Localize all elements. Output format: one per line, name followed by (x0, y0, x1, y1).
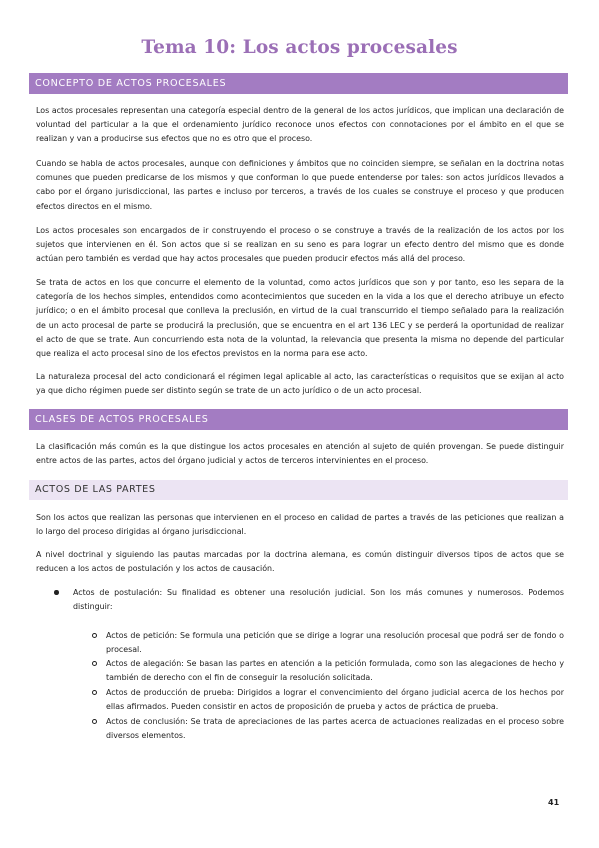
sub-list-item-text: Actos de petición: Se formula una petición que se dirige a lograr una resolución procesal que podrá ser de fondo o procesal. (106, 631, 564, 655)
page-title: Tema 10: Los actos procesales (141, 37, 458, 58)
paragraph: A nivel doctrinal y siguiendo las pautas marcadas por la doctrina alemana, es común distinguir diversos tipos de actos que se reducen a los actos de postulación y los actos de causación. (36, 550, 564, 574)
paragraph: Cuando se habla de actos procesales, aunque con definiciones y ámbitos que no coinciden siempre, se señalan en la doctrina notas comunes que pueden predicarse de los mismos y que conforman lo que puede entenderse por tales: son actos jurídicos llevados a cabo por el órgano jurisdiccional, las partes e incluso por terceros, a través de los cuales se construye el proceso y que producen efectos directos en el mismo. (36, 159, 564, 211)
paragraph: Los actos procesales representan una categoría especial dentro de la general de los actos jurídicos, que implican una declaración de voluntad del particular a la que el ordenamiento jurídico reconoce unos efectos con connotaciones por el ámbito en el que se realizan y van a producirse sus efectos que no es otro que el proceso. (36, 106, 564, 144)
circle-bullet-icon (92, 661, 97, 666)
section-heading-concepto: CONCEPTO DE ACTOS PROCESALES (29, 73, 568, 94)
circle-bullet-icon (92, 690, 97, 695)
sub-list-item (92, 629, 564, 659)
section-heading-clases: CLASES DE ACTOS PROCESALES (29, 409, 568, 430)
sub-list-item-text: Actos de conclusión: Se trata de apreciaciones de las partes acerca de actuaciones realizadas en el proceso sobre diversos elementos. (106, 717, 564, 741)
page-number: 41 (548, 798, 560, 807)
list-item-text: Actos de postulación: Su finalidad es obtener una resolución judicial. Son los más comunes y numerosos. Podemos distinguir: (73, 588, 564, 612)
paragraph: Son los actos que realizan las personas que intervienen en el proceso en calidad de partes a través de las peticiones que realizan a lo largo del proceso dirigidas al órgano jurisdiccional. (36, 513, 564, 537)
list-item (54, 586, 564, 616)
paragraph: La clasificación más común es la que distingue los actos procesales en atención al sujeto de quién provengan. Se puede distinguir entre actos de las partes, actos del órgano judicial y actos de terceros intervinientes en el proceso. (36, 442, 564, 466)
sub-list-item-text: Actos de alegación: Se basan las partes en atención a la petición formulada, como son las alegaciones de hecho y también de derecho con el fin de conseguir la resolución solicitada. (106, 659, 564, 683)
sub-list-item-text: Actos de producción de prueba: Dirigidos a lograr el convencimiento del órgano judicial acerca de los hechos por ellas afirmados. Pueden consistir en actos de proposición de prueba y actos de práctica de prueba. (106, 688, 564, 712)
sub-list-item (92, 657, 564, 687)
sub-list-item (92, 715, 564, 745)
paragraph: Los actos procesales son encargados de ir construyendo el proceso o se construye a través de la realización de los actos por los sujetos que intervienen en él. Son actos que si se realizan en su seno es para lograr un efecto dentro del mismo que es donde actúan pero también es verdad que hay actos procesales que pueden producir efectos más allá del proceso. (36, 226, 564, 264)
subsection-heading-partes: ACTOS DE LAS PARTES (29, 480, 568, 500)
paragraph: Se trata de actos en los que concurre el elemento de la voluntad, como actos jurídicos que son y por tanto, eso les separa de la categoría de los hechos simples, entendidos como acontecimientos que suceden en la vida a los que el derecho atribuye un efecto jurídico; o en el ámbito procesal que conlleva la preclusión, en virtud de la cual transcurrido el tiempo señalado para la realización de un acto procesal de parte se producirá la preclusión, que se encuentra en el art 136 LEC y se perderá la oportunidad de realizar el acto de que se trate. Aun concurriendo esta nota de la voluntad, la relevancia que presenta la misma no depende del particular que realiza el acto procesal sino de los efectos previstos en la norma para ese acto. (36, 278, 564, 359)
circle-bullet-icon (92, 719, 97, 724)
circle-bullet-icon (92, 633, 97, 638)
sub-list-item (92, 686, 564, 716)
paragraph: La naturaleza procesal del acto condicionará el régimen legal aplicable al acto, las características o requisitos que se exijan al acto ya que dicho régimen puede ser distinto según se trate de un acto jurídico o de un acto procesal. (36, 372, 564, 396)
bullet-icon (54, 590, 59, 595)
